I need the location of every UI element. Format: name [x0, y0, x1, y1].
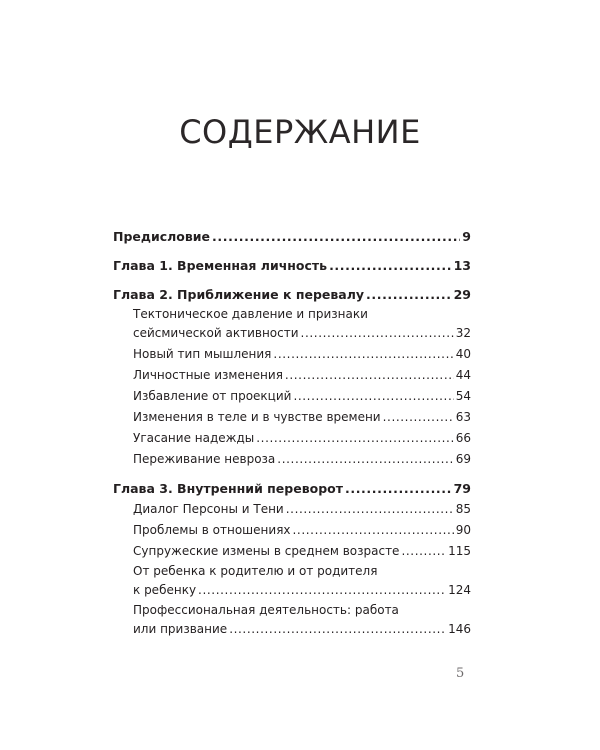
toc-entry-relationships[interactable]	[113, 520, 471, 541]
toc-entry-title-line1: Профессиональная деятельность: работа	[133, 603, 399, 617]
toc-entry-chapter-3[interactable]	[113, 478, 471, 499]
dot-leader	[198, 580, 446, 601]
toc-page-number: 29	[453, 287, 471, 302]
page-title: СОДЕРЖАНИЕ	[179, 113, 421, 151]
toc-entry-persona-shadow[interactable]	[113, 499, 471, 520]
toc-entry-infidelity[interactable]	[113, 541, 471, 562]
toc-page-number: 66	[455, 431, 471, 445]
toc-entry-preface[interactable]	[113, 226, 471, 247]
toc-entry-new-thinking[interactable]	[113, 344, 471, 365]
toc-entry-title: Избавление от проекций	[133, 389, 292, 403]
toc-entry-chapter-2[interactable]	[113, 284, 471, 305]
toc-entry-title-line1: От ребенка к родителю и от родителя	[133, 564, 378, 578]
dot-leader	[293, 520, 454, 541]
toc-entry-title: Изменения в теле и в чувстве времени	[133, 410, 381, 424]
dot-leader	[293, 386, 453, 407]
toc-entry-personal-changes[interactable]	[113, 365, 471, 386]
dot-leader	[401, 541, 446, 562]
toc-page-number: 32	[455, 326, 471, 340]
toc-page-number: 124	[448, 583, 471, 597]
dot-leader	[273, 344, 453, 365]
toc-page-number: 90	[455, 523, 471, 537]
toc-entry-title: Диалог Персоны и Тени	[133, 502, 284, 516]
toc-page-number: 69	[455, 452, 471, 466]
toc-entry-title: Супружеские измены в среднем возрасте	[133, 544, 400, 558]
toc-page-number: 9	[462, 229, 471, 244]
toc-entry-projections[interactable]	[113, 386, 471, 407]
toc-entry-title-line1: Тектоническое давление и признаки	[133, 307, 368, 321]
toc-entry-neurosis[interactable]	[113, 449, 471, 470]
toc-page-number: 115	[448, 544, 471, 558]
toc-entry-tectonic-pressure[interactable]	[113, 323, 471, 344]
toc-entry-title: Глава 1. Временная личность	[113, 258, 328, 273]
dot-leader	[366, 284, 452, 305]
toc-entry-title: к ребенку	[133, 583, 197, 597]
toc-entry-title: Предисловие	[113, 229, 211, 244]
dot-leader	[229, 619, 446, 640]
dot-leader	[301, 323, 454, 344]
dot-leader	[285, 365, 454, 386]
dot-leader	[256, 428, 453, 449]
toc-page-number: 44	[455, 368, 471, 382]
toc-page-number: 13	[453, 258, 471, 273]
toc-entry-title: Новый тип мышления	[133, 347, 272, 361]
toc-entry-child-parent[interactable]	[113, 580, 471, 601]
dot-leader	[345, 478, 452, 499]
toc-entry-chapter-1[interactable]	[113, 255, 471, 276]
toc-page-number: 63	[455, 410, 471, 424]
table-of-contents	[113, 226, 471, 640]
toc-entry-line[interactable]	[113, 601, 471, 619]
dot-leader	[277, 449, 453, 470]
toc-entry-line[interactable]	[113, 562, 471, 580]
toc-entry-title: или призвание	[133, 622, 228, 636]
toc-entry-profession[interactable]	[113, 619, 471, 640]
toc-entry-title: Угасание надежды	[133, 431, 255, 445]
toc-page-number: 85	[455, 502, 471, 516]
dot-leader	[212, 226, 460, 247]
toc-page-number: 146	[448, 622, 471, 636]
toc-entry-title: Проблемы в отношениях	[133, 523, 291, 537]
toc-page-number: 40	[455, 347, 471, 361]
toc-page-number: 54	[455, 389, 471, 403]
dot-leader	[286, 499, 454, 520]
dot-leader	[329, 255, 452, 276]
toc-entry-fading-hope[interactable]	[113, 428, 471, 449]
dot-leader	[383, 407, 454, 428]
toc-entry-title: Глава 3. Внутренний переворот	[113, 481, 343, 496]
toc-entry-body-time[interactable]	[113, 407, 471, 428]
toc-page-number: 79	[453, 481, 471, 496]
toc-entry-line[interactable]	[113, 305, 471, 323]
toc-entry-title: Глава 2. Приближение к перевалу	[113, 287, 365, 302]
toc-entry-title: Личностные изменения	[133, 368, 283, 382]
toc-entry-title: Переживание невроза	[133, 452, 276, 466]
page-number: 5	[456, 666, 465, 681]
toc-entry-title: сейсмической активности	[133, 326, 299, 340]
